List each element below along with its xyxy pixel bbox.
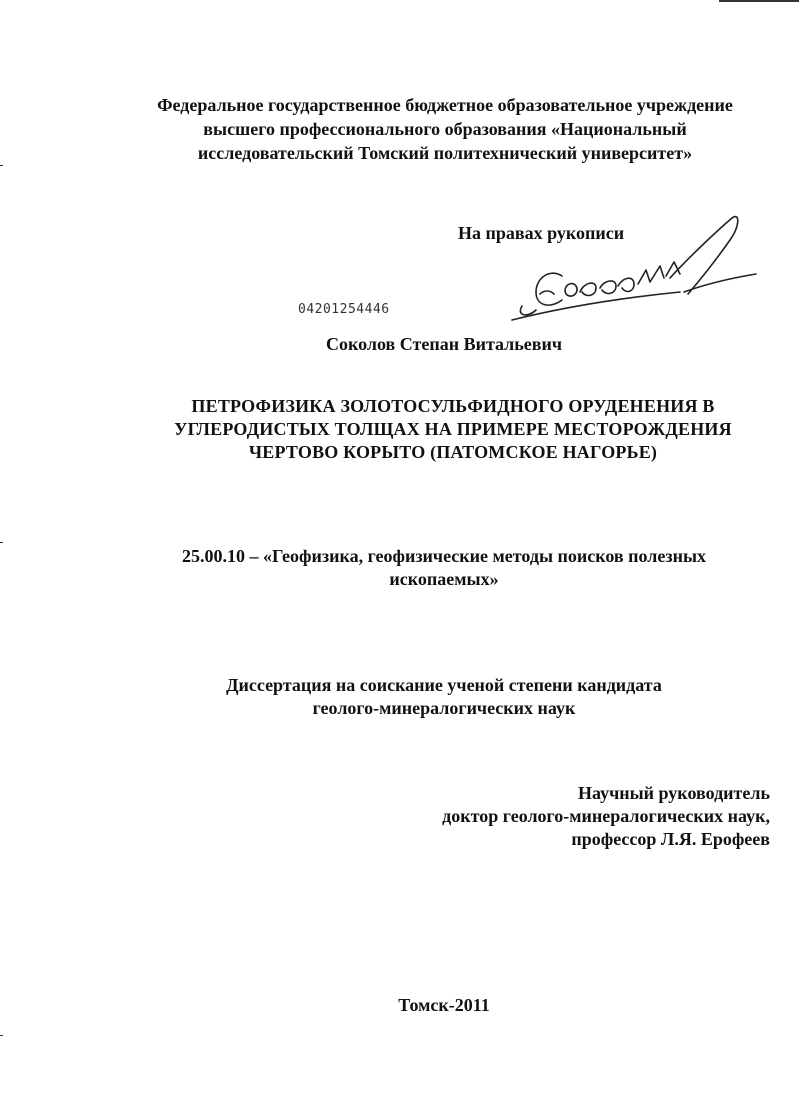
title-line-3: ЧЕРТОВО КОРЫТО (ПАТОМСКОЕ НАГОРЬЕ) bbox=[248, 442, 658, 462]
degree-line-2: геолого-минералогических наук bbox=[312, 698, 576, 718]
scientific-supervisor bbox=[442, 782, 770, 851]
institution-line-2: высшего профессионального образования «Национальный bbox=[203, 119, 687, 139]
degree-line-1: Диссертация на соискание ученой степени кандидата bbox=[226, 675, 662, 695]
title-line-1: ПЕТРОФИЗИКА ЗОЛОТОСУЛЬФИДНОГО ОРУДЕНЕНИЯ В bbox=[191, 396, 715, 416]
supervisor-role: Научный руководитель bbox=[578, 783, 770, 803]
catalog-number: 04201254446 bbox=[298, 302, 390, 317]
manuscript-note: На правах рукописи bbox=[458, 223, 625, 243]
specialty-line-1: 25.00.10 – «Геофизика, геофизические методы поисков полезных bbox=[181, 546, 707, 566]
institution-name bbox=[40, 93, 799, 165]
city-year: Томск-2011 bbox=[398, 995, 490, 1015]
supervisor-degree: доктор геолого-минералогических наук, bbox=[442, 806, 770, 826]
scan-edge-mark-left bbox=[0, 542, 3, 543]
scan-edge-mark-top bbox=[719, 0, 799, 2]
specialty bbox=[0, 545, 799, 591]
institution-line-3: исследовательский Томский политехнический университет» bbox=[197, 143, 693, 163]
dissertation-title bbox=[0, 395, 799, 464]
title-line-2: УГЛЕРОДИСТЫХ ТОЛЩАХ НА ПРИМЕРЕ МЕСТОРОЖДЕНИЯ bbox=[174, 419, 732, 439]
specialty-line-2: ископаемых» bbox=[389, 569, 499, 589]
scan-edge-mark-left bbox=[0, 165, 3, 166]
degree-statement bbox=[0, 674, 799, 720]
handwritten-signature bbox=[510, 206, 765, 324]
scan-edge-mark-left bbox=[0, 1035, 3, 1036]
author-name: Соколов Степан Витальевич bbox=[325, 334, 563, 354]
institution-line-1: Федеральное государственное бюджетное образовательное учреждение bbox=[157, 95, 733, 115]
supervisor-name: профессор Л.Я. Ерофеев bbox=[571, 829, 770, 849]
